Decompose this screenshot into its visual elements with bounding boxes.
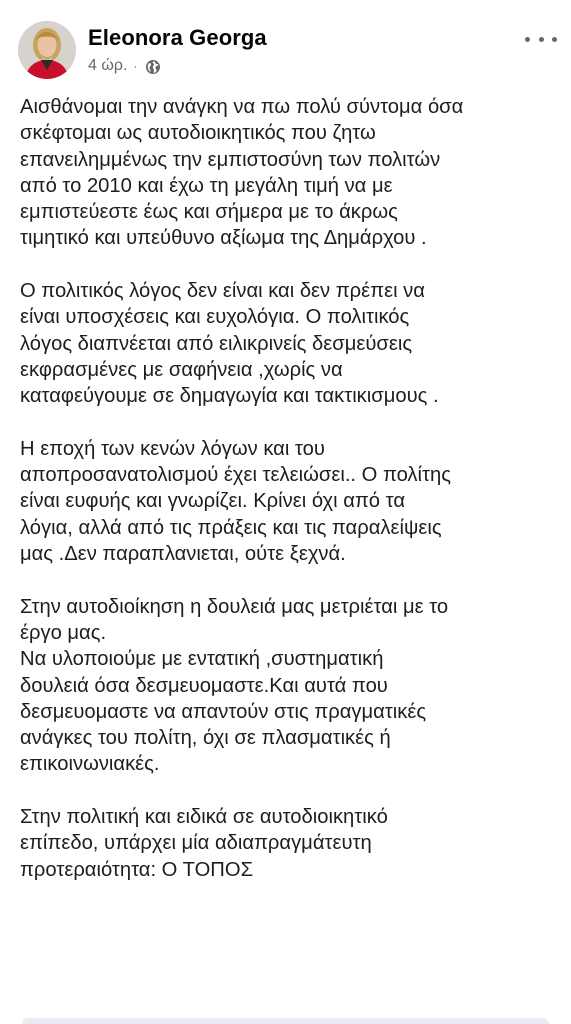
author-name[interactable]: Eleonora Georga: [88, 25, 267, 50]
post-text: [20, 94, 560, 883]
post-header: [18, 21, 571, 83]
more-options-icon[interactable]: [525, 29, 557, 49]
profile-photo: [18, 21, 76, 79]
comment-bar-edge: [22, 1018, 549, 1024]
globe-icon[interactable]: [145, 59, 161, 75]
post-paragraph: Ο πολιτικός λόγος δεν είναι και δεν πρέπει να είναι υποσχέσεις και ευχολόγια. Ο πολιτικός λόγος διαπνέεται από ειλικρινείς δεσμεύσεις εκφρασμένες με σαφήνεια ,χωρίς να καταφεύγουμε σε δημαγωγία και τακτικισμους .: [20, 280, 439, 408]
post-time[interactable]: 4 ώρ.: [88, 57, 128, 74]
post-meta: [88, 57, 161, 75]
more-dot: [525, 37, 530, 42]
avatar[interactable]: [18, 21, 76, 79]
post-paragraph: Η εποχή των κενών λόγων και του αποπροσανατολισμού έχει τελειώσει.. Ο πολίτης είναι ευφυής και γνωρίζει. Κρίνει όχι από τα λόγια, αλλά από τις πράξεις και τις παραλείψεις μας .Δεν παραπλανιεται, ούτε ξεχνά.: [20, 437, 451, 566]
more-dot: [539, 37, 544, 42]
more-dot: [552, 37, 557, 42]
post-paragraph: Στην πολιτική και ειδικά σε αυτοδιοικητικό επίπεδο, υπάρχει μία αδιαπραγμάτευτη προτεραιότητα: Ο ΤΟΠΟΣ: [20, 806, 388, 881]
post-paragraph: Στην αυτοδιοίκηση η δουλειά μας μετριέται με το έργο μας. Να υλοποιούμε με εντατική ,συστηματική δουλειά όσα δεσμευομαστε.Και αυτά που δεσμευομαστε να απαντούν στις πραγματικές ανάγκες του πολίτη, όχι σε πλασματικές ή επικοινωνιακές.: [20, 595, 449, 776]
post-paragraph: Αισθάνομαι την ανάγκη να πω πολύ σύντομα όσα σκέφτομαι ως αυτοδιοικητικός που ζητω επανειλημμένως την εμπιστοσύνη των πολιτών από το 2010 και έχω τη μεγάλη τιμή να με εμπιστεύεστε έως και σήμερα με το άκρως τιμητικό και υπεύθυνο αξίωμα της Δημάρχου .: [20, 96, 464, 250]
meta-separator: ·: [133, 59, 138, 73]
